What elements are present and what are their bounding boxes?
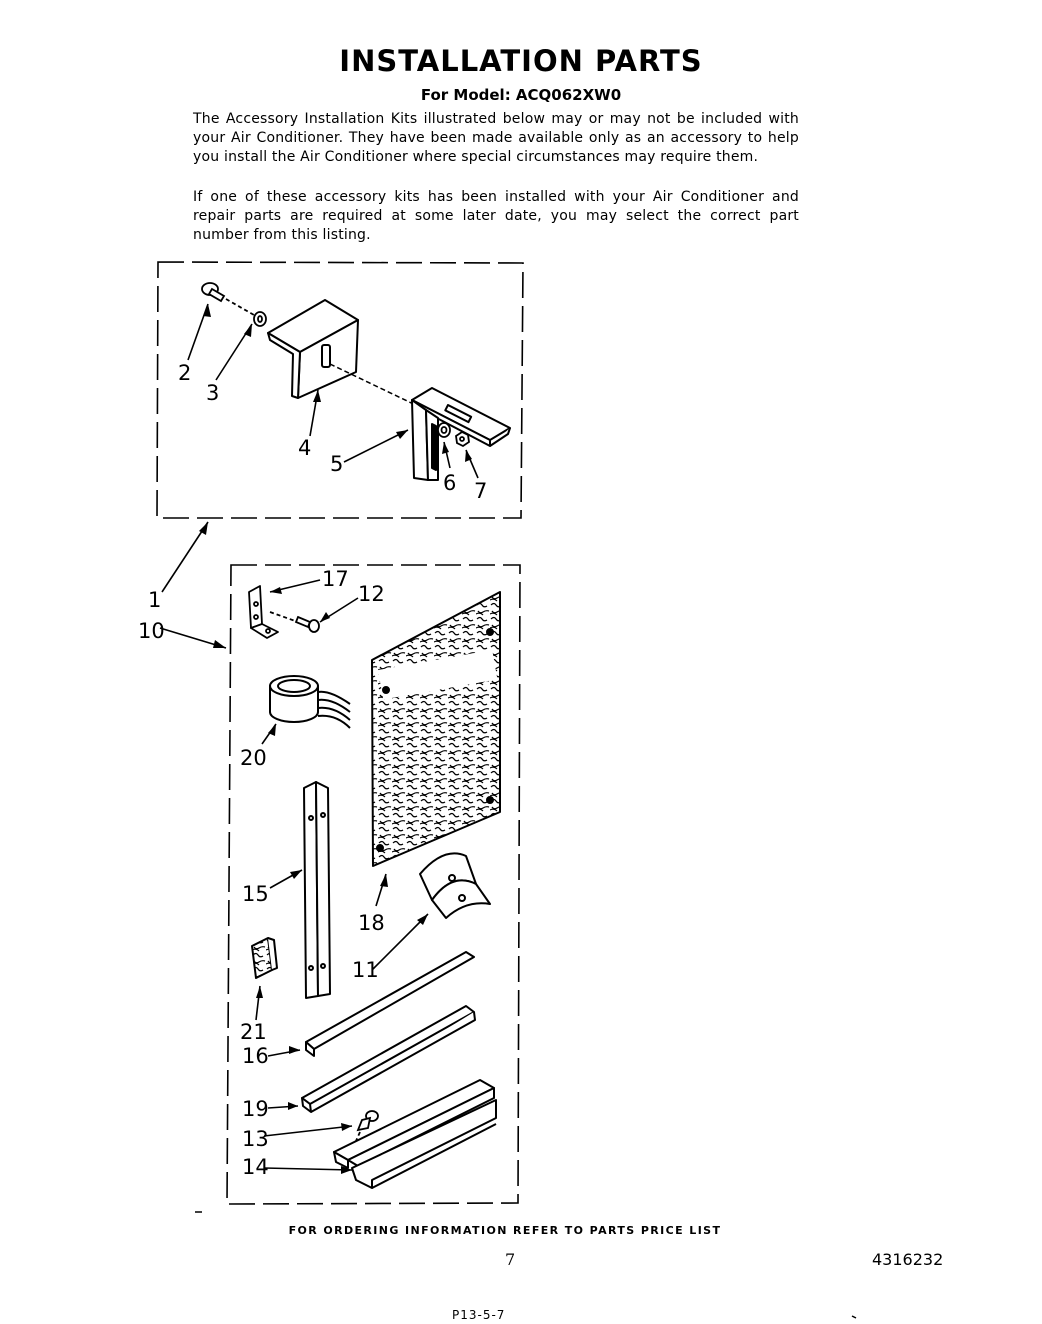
screw-part-2 [202, 283, 254, 315]
clip-part-11 [420, 853, 490, 918]
screw-part-12 [296, 617, 319, 632]
l-bracket-part-17 [249, 586, 298, 638]
callout-20: 20 [240, 746, 267, 770]
side-channel-part-15 [304, 782, 330, 998]
callout-15: 15 [242, 882, 269, 906]
callout-3: 3 [206, 381, 220, 405]
callout-10: 10 [138, 619, 165, 643]
nut-part-7 [456, 432, 469, 446]
angle-bracket-part-4 [268, 300, 426, 410]
washer-part-6 [438, 423, 450, 437]
callout-13: 13 [242, 1127, 269, 1151]
callout-2: 2 [178, 361, 192, 385]
callout-14: 14 [242, 1155, 269, 1179]
page-title: INSTALLATION PARTS [339, 44, 703, 78]
callout-16: 16 [242, 1044, 269, 1068]
callout-11: 11 [352, 958, 379, 982]
tape-roll-part-20 [270, 676, 350, 728]
callout-7: 7 [474, 479, 488, 503]
callout-5: 5 [330, 452, 344, 476]
model-subtitle: For Model: ACQ062XW0 [420, 86, 622, 104]
foam-strip-part-16 [306, 952, 474, 1056]
callout-6: 6 [443, 471, 457, 495]
callout-18: 18 [358, 911, 385, 935]
document-part-number: 4316232 [872, 1250, 944, 1269]
foam-block-part-21 [252, 938, 277, 978]
bottom-stamp: P13-5-7 [452, 1308, 506, 1322]
callout-17: 17 [322, 567, 349, 591]
intro-paragraph-2: If one of these accessory kits has been installed with your Air Conditioner and repair parts are required at some later date, you may select the correct part number from this listing. [193, 189, 799, 243]
foam-panel-part-18 [372, 592, 500, 866]
washer-part-3 [254, 312, 266, 326]
callout-1: 1 [148, 588, 162, 612]
page-number: 7 [505, 1250, 516, 1269]
intro-paragraph-1: The Accessory Installation Kits illustrated below may or may not be included with your Air Conditioner. They have been made available only as an accessory to help you install the Air Conditioner where special circumstances may require them. [193, 111, 799, 165]
callout-12: 12 [358, 582, 385, 606]
callout-21: 21 [240, 1020, 267, 1044]
callout-19: 19 [242, 1097, 269, 1121]
callout-4: 4 [298, 436, 312, 460]
ordering-note: FOR ORDERING INFORMATION REFER TO PARTS PRICE LIST [288, 1224, 722, 1237]
